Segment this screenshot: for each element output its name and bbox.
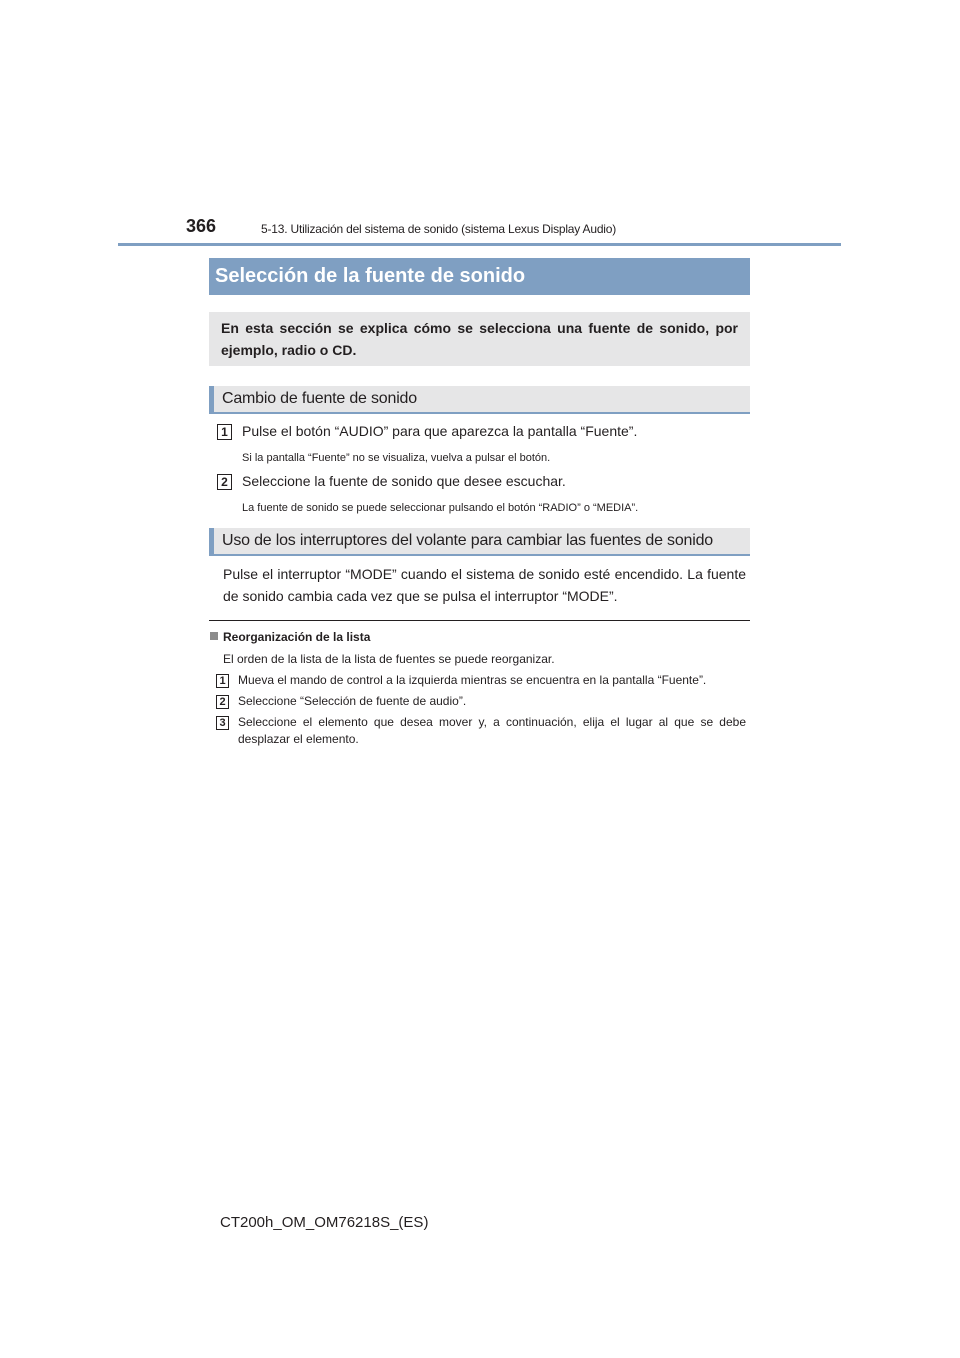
subsection-heading-steering-switches: Uso de los interruptores del volante para cambiar las fuentes de sonido [209,528,750,556]
header-divider [118,243,841,246]
section-title: Selección de la fuente de sonido [209,258,750,295]
step-text: Seleccione la fuente de sonido que desee escuchar. [242,473,566,489]
chapter-title: 5-13. Utilización del sistema de sonido (sistema Lexus Display Audio) [261,222,617,236]
document-code: CT200h_OM_OM76218S_(ES) [220,1214,429,1231]
note-step-text: Seleccione “Selección de fuente de audio”. [238,694,467,708]
subsection-heading-change-source: Cambio de fuente de sonido [209,386,750,414]
note-intro: El orden de la lista de la lista de fuentes se puede reorganizar. [223,652,555,666]
note-title: Reorganización de la lista [223,630,371,644]
note-step-text: Seleccione el elemento que desea mover y, a continuación, elija el lugar al que se debe desplazar el elemento. [238,715,746,746]
square-bullet-icon [210,632,218,640]
section-intro: En esta sección se explica cómo se selecciona una fuente de sonido, por ejemplo, radio o CD. [209,312,750,366]
step-note: La fuente de sonido se puede seleccionar pulsando el botón “RADIO” o “MEDIA”. [242,502,639,514]
page-number: 366 [186,216,217,236]
note-heading [210,630,370,644]
note-step-text: Mueva el mando de control a la izquierda mientras se encuentra en la pantalla “Fuente”. [238,673,707,687]
note-step-badge: 3 [216,716,229,730]
step-number-badge: 1 [217,424,232,440]
note-step-badge: 2 [216,695,229,709]
step-note: Si la pantalla “Fuente” no se visualiza, vuelva a pulsar el botón. [242,452,551,464]
step-text: Pulse el botón “AUDIO” para que aparezca la pantalla “Fuente”. [242,423,638,439]
notes-divider [209,620,750,621]
note-step-badge: 1 [216,674,229,688]
steering-switch-paragraph: Pulse el interruptor “MODE” cuando el sistema de sonido esté encendido. La fuente de sonido cambia cada vez que se pulsa el interruptor “MODE”. [223,566,746,604]
step-number-badge: 2 [217,474,232,490]
